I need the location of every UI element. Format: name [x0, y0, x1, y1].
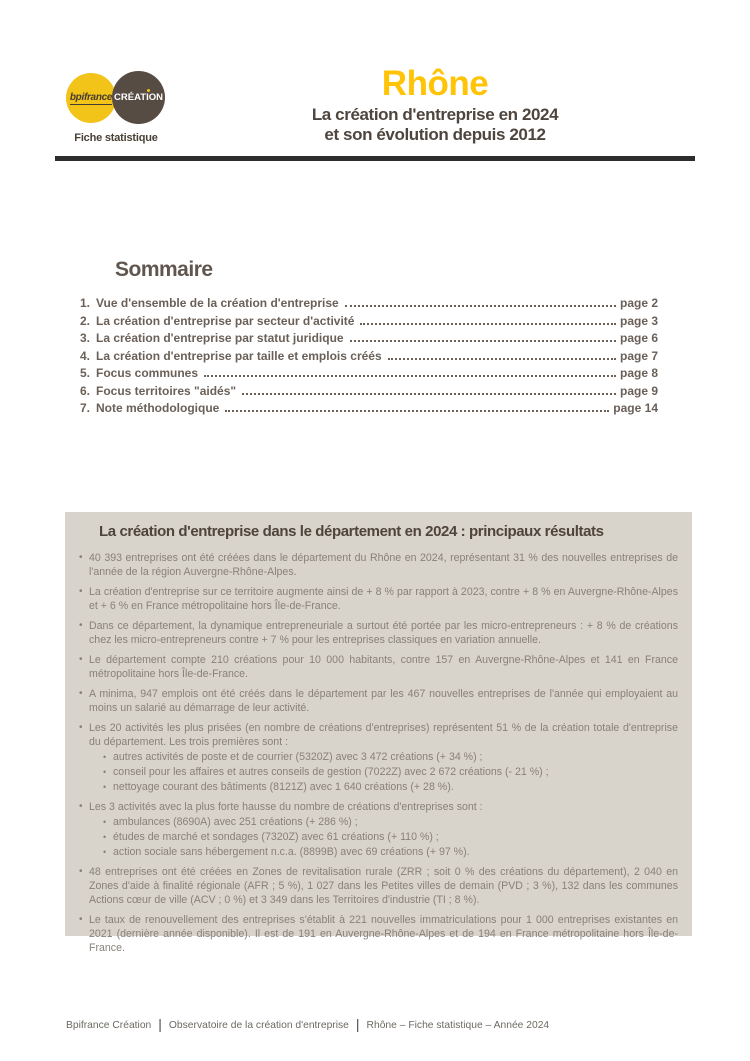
toc-item-number: 1. — [80, 296, 91, 310]
toc-item-page: page 6 — [619, 331, 658, 345]
toc-heading: Sommaire — [115, 258, 213, 281]
creation-logo-i-dot: I — [146, 92, 149, 103]
fastest-growing-list — [89, 815, 678, 859]
footer-brand: Bpifrance Création — [66, 1019, 152, 1031]
toc-item-label: Focus communes — [96, 366, 199, 380]
toc-item-page: page 3 — [619, 313, 658, 328]
toc-leader-dots — [360, 323, 616, 325]
toc-leader-dots — [388, 358, 616, 360]
toc-item-number: 3. — [80, 331, 91, 345]
toc-item-number: 2. — [80, 313, 91, 328]
toc-item-number: 5. — [80, 366, 91, 380]
toc-item-page: page 9 — [619, 383, 658, 398]
header-divider — [55, 156, 695, 161]
toc-item-label: La création d'entreprise par statut juridique — [96, 331, 344, 345]
toc-item-6[interactable] — [80, 384, 658, 402]
toc-item-5[interactable] — [80, 366, 658, 384]
fastest-growing-intro: Les 3 activités avec la plus forte hausse du nombre de créations d'entreprises sont : — [89, 800, 483, 813]
growth-activity-1: • ambulances (8690A) avec 251 créations (+ 286 %) ; — [103, 815, 678, 829]
toc-item-2[interactable] — [80, 314, 658, 332]
toc-item-label: La création d'entreprise par secteur d'activité — [96, 313, 355, 328]
page-subtitle — [295, 105, 575, 145]
result-bullet-renouvellement: • Le taux de renouvellement des entreprises s'établit à 221 nouvelles immatriculations pour 1 000 entreprises existantes en 2021 (dernière année disponible). Il est de 191 en Auvergne-Rhône-Alpes et de 194 en France métropolitaine hors Île-de-France. — [79, 913, 678, 955]
toc-item-3[interactable] — [80, 331, 658, 349]
logo-tagline: Fiche statistique — [74, 132, 158, 144]
results-body — [79, 551, 678, 955]
result-bullet-creations-total: • 40 393 entreprises ont été créées dans le département du Rhône en 2024, représentant 31 % des nouvelles entreprises de l'année de la région Auvergne-Rhône-Alpes. — [79, 551, 678, 579]
creation-logo-icon — [112, 71, 165, 124]
toc-leader-dots — [350, 340, 616, 342]
footer-observatoire: Observatoire de la création d'entreprise — [168, 1019, 349, 1031]
toc-item-label: Vue d'ensemble de la création d'entreprise — [96, 296, 339, 310]
toc-item-number: 6. — [80, 383, 91, 398]
toc-item-4[interactable] — [80, 349, 658, 367]
toc-item-number: 4. — [80, 348, 91, 363]
logo-circles — [64, 70, 168, 126]
top-activity-2: • conseil pour les affaires et autres conseils de gestion (7022Z) avec 2 672 créations (- 21 %) ; — [103, 765, 678, 779]
result-bullet-zones: • 48 entreprises ont été créées en Zones de revitalisation rurale (ZRR ; soit 0 % des créations du département), 2 040 en Zones d'aide à finalité régionale (AFR ; 5 %), 1 027 dans les Petites villes de demain (PVD ; 3 %), 132 dans les communes Actions cœur de ville (ACV ; 0 %) et 3 349 dans les Territoires d'industrie (TI ; 8 %). — [79, 865, 678, 907]
toc-item-number: 7. — [80, 401, 91, 415]
top-activity-3: • nettoyage courant des bâtiments (8121Z) avec 1 640 créations (+ 28 %). — [103, 780, 678, 794]
growth-activity-2: • études de marché et sondages (7320Z) avec 61 créations (+ 110 %) ; — [103, 830, 678, 844]
result-bullet-density: • Le département compte 210 créations pour 10 000 habitants, contre 157 en Auvergne-Rhône-Alpes et 141 en France métropolitaine hors Île-de-France. — [79, 653, 678, 681]
result-bullet-micro-entrepreneurs: • Dans ce département, la dynamique entrepreneuriale a surtout été portée par les micro-entrepreneurs : + 8 % de créations chez les micro-entrepreneurs contre + 7 % pour les entreprises classiques en variation annuelle. — [79, 619, 678, 647]
toc-item-page: page 8 — [619, 366, 658, 380]
top-activities-list — [89, 750, 678, 794]
toc-leader-dots — [242, 393, 616, 395]
toc-item-page: page 7 — [619, 348, 658, 363]
toc-item-label: Note méthodologique — [96, 401, 220, 415]
result-bullet-top-activities — [79, 721, 678, 794]
top-activities-intro: Les 20 activités les plus prisées (en nombre de créations d'entreprises) représentent 51 % de la création totale d'entreprise du département. Les trois premières sont : — [89, 721, 678, 748]
bpifrance-logo-text: bpifrance — [69, 91, 113, 103]
toc-leader-dots — [345, 305, 616, 307]
result-bullet-evolution: • La création d'entreprise sur ce territoire augmente ainsi de + 8 % par rapport à 2023, contre + 8 % en Auvergne-Rhône-Alpes et + 6 % en France métropolitaine hors Île-de-France. — [79, 585, 678, 613]
bpifrance-creation-logo — [64, 70, 168, 144]
toc-leader-dots — [225, 410, 609, 412]
toc-item-1[interactable] — [80, 296, 658, 314]
toc-item-label: Focus territoires "aidés" — [96, 383, 237, 398]
footer-separator-icon: | — [158, 1016, 162, 1032]
table-of-contents — [80, 296, 658, 419]
document-title-block — [295, 66, 575, 145]
bpifrance-logo-icon — [66, 73, 116, 123]
result-bullet-emplois: • A minima, 947 emplois ont été créés dans le département par les 467 nouvelles entreprises de l'année qui employaient au moins un salarié au démarrage de leur activité. — [79, 687, 678, 715]
growth-activity-3: • action sociale sans hébergement n.c.a. (8899B) avec 69 créations (+ 97 %). — [103, 845, 678, 859]
subtitle-line-2: et son évolution depuis 2012 — [324, 125, 546, 145]
key-results-panel — [65, 512, 692, 954]
results-heading: La création d'entreprise dans le département en 2024 : principaux résultats — [99, 523, 604, 540]
toc-leader-dots — [204, 375, 616, 377]
toc-item-label: La création d'entreprise par taille et emplois créés — [96, 348, 382, 363]
top-activity-1: • autres activités de poste et de courrier (5320Z) avec 3 472 créations (+ 34 %) ; — [103, 750, 678, 764]
toc-item-page: page 2 — [619, 296, 658, 310]
creation-logo-text: CRÉATION — [114, 92, 163, 103]
toc-item-page: page 14 — [613, 401, 658, 415]
footer-document-ref: Rhône – Fiche statistique – Année 2024 — [366, 1019, 550, 1031]
footer-separator-icon: | — [355, 1016, 360, 1032]
result-bullet-fastest-growing — [79, 800, 678, 859]
subtitle-line-1: La création d'entreprise en 2024 — [311, 105, 559, 124]
toc-item-7[interactable] — [80, 401, 658, 419]
page-title: Rhône — [381, 64, 489, 103]
page-footer — [66, 1017, 549, 1033]
